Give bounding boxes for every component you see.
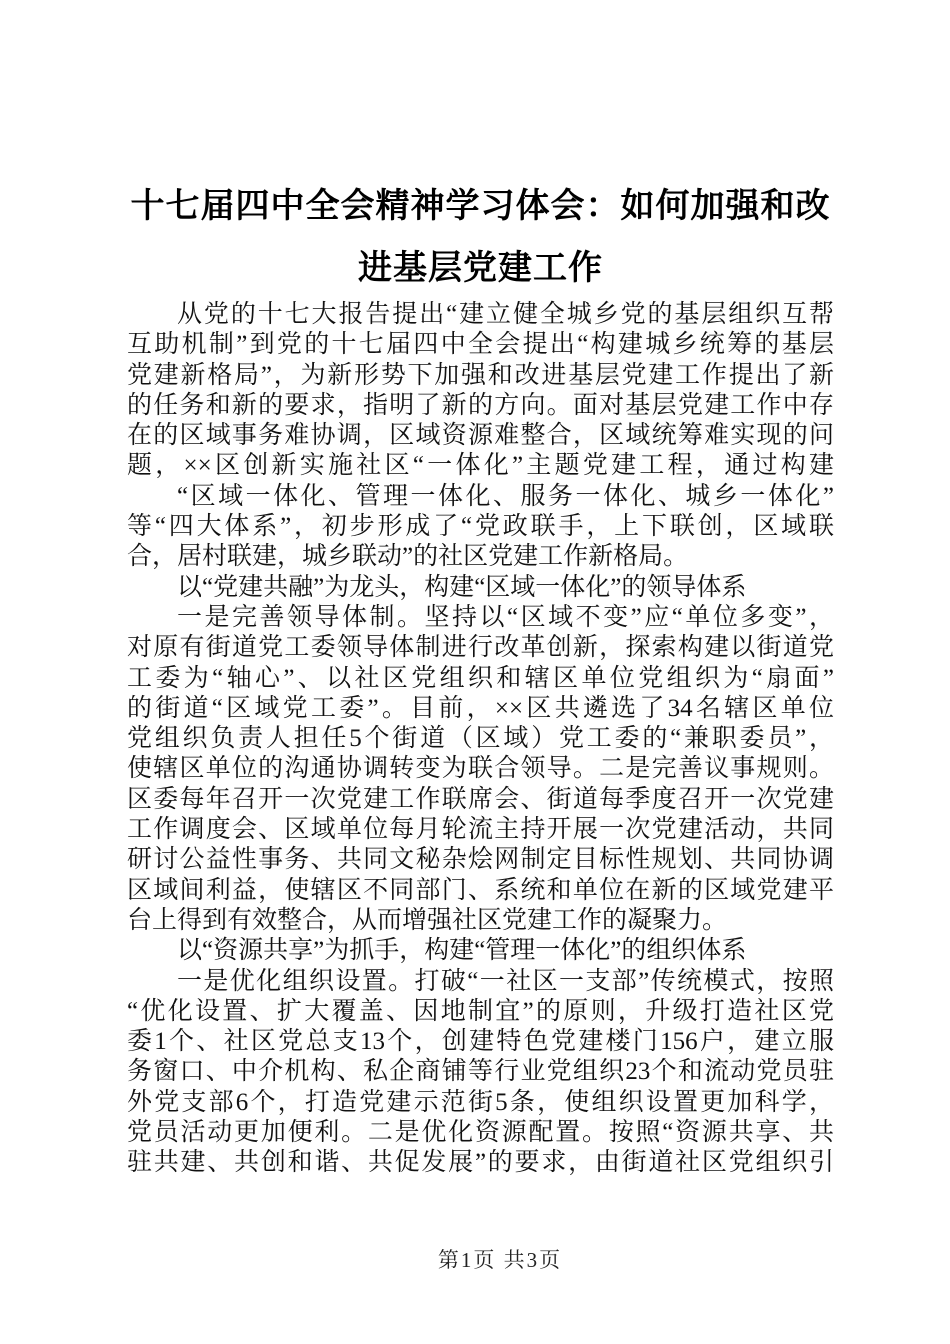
document-title-line-1: 十七届四中全会精神学习体会：如何加强和改 xyxy=(130,188,831,225)
body-line: 区委每年召开一次党建工作联席会、街道每季度召开一次党建 xyxy=(127,785,834,813)
body-line: 研讨公益性事务、共同文秘杂烩网制定目标性规划、共同协调 xyxy=(127,846,834,874)
body-line: 外党支部6个，打造党建示范街5条，使组织设置更加科学， xyxy=(127,1088,834,1116)
body-line: 工委为“轴心”、以社区党组织和辖区单位党组织为“扇面” xyxy=(127,664,834,692)
body-line: 台上得到有效整合，从而增强社区党建工作的凝聚力。 xyxy=(127,906,728,934)
document-title xyxy=(127,176,834,300)
body-line: 等“四大体系”，初步形成了“党政联手，上下联创，区域联 xyxy=(127,513,834,541)
body-line: 党员活动更加便利。二是优化资源配置。按照“资源共享、共 xyxy=(127,1119,834,1147)
body-line: “优化设置、扩大覆盖、因地制宜”的原则，升级打造社区党 xyxy=(127,997,834,1025)
body-line: 使辖区单位的沟通协调转变为联合领导。二是完善议事规则。 xyxy=(127,755,834,783)
body-line: 互助机制”到党的十七届四中全会提出“构建城乡统筹的基层 xyxy=(127,331,834,359)
body-line: 对原有街道党工委领导体制进行改革创新，探索构建以街道党 xyxy=(127,634,834,662)
body-line: 党建新格局”，为新形势下加强和改进基层党建工作提出了新 xyxy=(127,361,834,389)
body-line: 在的区域事务难协调，区域资源难整合，区域统筹难实现的问 xyxy=(127,422,834,450)
body-line: 一是完善领导体制。坚持以“区域不变”应“单位多变”， xyxy=(177,603,834,631)
body-line: 党组织负责人担任5个街道（区域）党工委的“兼职委员”， xyxy=(127,725,834,753)
body-line: 一是优化组织设置。打破“一社区一支部”传统模式，按照 xyxy=(177,967,834,995)
body-line: 的街道“区域党工委”。目前，××区共遴选了34名辖区单位 xyxy=(127,694,834,722)
page-footer xyxy=(0,1244,950,1274)
document-title-line-2: 进基层党建工作 xyxy=(358,250,603,287)
body-line: “区域一体化、管理一体化、服务一体化、城乡一体化” xyxy=(177,482,834,510)
body-line: 工作调度会、区域单位每月轮流主持开展一次党建活动，共同 xyxy=(127,816,834,844)
body-line: 委1个、社区党总支13个，创建特色党建楼门156户，建立服 xyxy=(127,1028,834,1056)
body-line: 题，××区创新实施社区“一体化”主题党建工程，通过构建 xyxy=(127,452,834,480)
body-line: 的任务和新的要求，指明了新的方向。面对基层党建工作中存 xyxy=(127,391,834,419)
body-section-heading: 以“资源共享”为抓手，构建“管理一体化”的组织体系 xyxy=(177,937,747,965)
document-body xyxy=(127,300,834,1179)
body-section-heading: 以“党建共融”为龙头，构建“区域一体化”的领导体系 xyxy=(177,573,747,601)
body-line: 区域间利益，使辖区不同部门、系统和单位在新的区域党建平 xyxy=(127,876,834,904)
body-line: 从党的十七大报告提出“建立健全城乡党的基层组织互帮 xyxy=(177,301,834,328)
body-line: 合，居村联建，城乡联动”的社区党建工作新格局。 xyxy=(127,543,689,571)
page-number-indicator: 第1页 共3页 xyxy=(437,1248,563,1272)
body-line: 驻共建、共创和谐、共促发展”的要求，由街道社区党组织引 xyxy=(127,1149,834,1177)
body-line: 务窗口、中介机构、私企商铺等行业党组织23个和流动党员驻 xyxy=(127,1058,834,1086)
